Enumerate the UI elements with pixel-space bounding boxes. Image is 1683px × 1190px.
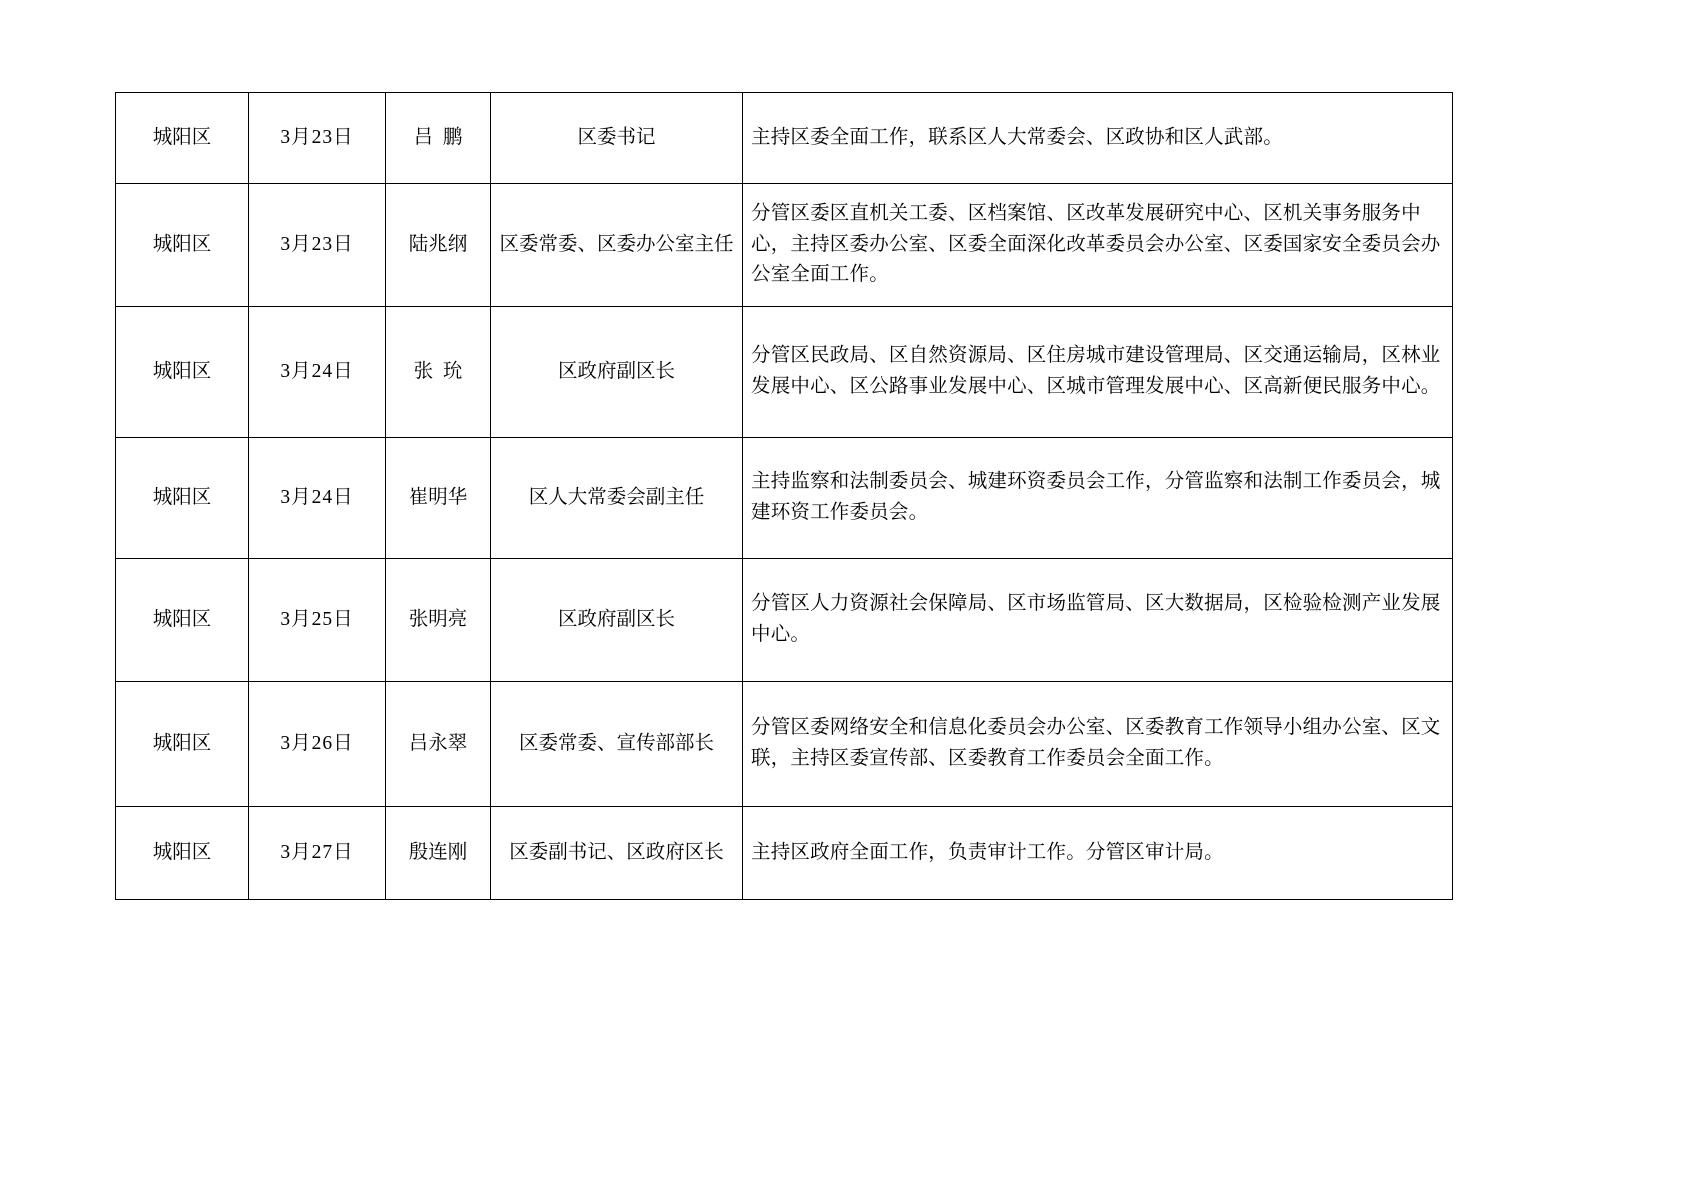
cell-area: 城阳区 xyxy=(116,307,249,438)
cell-area: 城阳区 xyxy=(116,559,249,682)
cell-date: 3月24日 xyxy=(249,438,386,559)
cell-area: 城阳区 xyxy=(116,438,249,559)
cell-area: 城阳区 xyxy=(116,807,249,900)
cell-name: 吕 鹏 xyxy=(386,93,491,184)
cell-area: 城阳区 xyxy=(116,184,249,307)
cell-name: 吕永翠 xyxy=(386,682,491,807)
cell-duty: 分管区委区直机关工委、区档案馆、区改革发展研究中心、区机关事务服务中心，主持区委办公室、区委全面深化改革委员会办公室、区委国家安全委员会办公室全面工作。 xyxy=(743,184,1453,307)
cell-title: 区政府副区长 xyxy=(491,307,743,438)
cell-date: 3月23日 xyxy=(249,184,386,307)
table-row xyxy=(116,307,1453,438)
cell-title: 区委书记 xyxy=(491,93,743,184)
table-row xyxy=(116,438,1453,559)
cell-area: 城阳区 xyxy=(116,682,249,807)
cell-date: 3月26日 xyxy=(249,682,386,807)
cell-name: 张 玧 xyxy=(386,307,491,438)
cell-title: 区人大常委会副主任 xyxy=(491,438,743,559)
cell-date: 3月23日 xyxy=(249,93,386,184)
cell-name: 殷连刚 xyxy=(386,807,491,900)
cell-area: 城阳区 xyxy=(116,93,249,184)
cell-duty: 主持区委全面工作，联系区人大常委会、区政协和区人武部。 xyxy=(743,93,1453,184)
cell-date: 3月25日 xyxy=(249,559,386,682)
cell-duty: 分管区人力资源社会保障局、区市场监管局、区大数据局，区检验检测产业发展中心。 xyxy=(743,559,1453,682)
duty-roster-table-wrapper xyxy=(115,92,1452,900)
cell-name: 张明亮 xyxy=(386,559,491,682)
cell-title: 区政府副区长 xyxy=(491,559,743,682)
table-row xyxy=(116,184,1453,307)
cell-duty: 分管区委网络安全和信息化委员会办公室、区委教育工作领导小组办公室、区文联，主持区委宣传部、区委教育工作委员会全面工作。 xyxy=(743,682,1453,807)
cell-title: 区委常委、宣传部部长 xyxy=(491,682,743,807)
cell-duty: 主持区政府全面工作，负责审计工作。分管区审计局。 xyxy=(743,807,1453,900)
cell-duty: 主持监察和法制委员会、城建环资委员会工作，分管监察和法制工作委员会，城建环资工作委员会。 xyxy=(743,438,1453,559)
duty-roster-table xyxy=(115,92,1453,900)
table-row xyxy=(116,682,1453,807)
cell-title: 区委常委、区委办公室主任 xyxy=(491,184,743,307)
table-row xyxy=(116,93,1453,184)
table-row xyxy=(116,559,1453,682)
cell-name: 崔明华 xyxy=(386,438,491,559)
cell-date: 3月27日 xyxy=(249,807,386,900)
cell-title: 区委副书记、区政府区长 xyxy=(491,807,743,900)
table-row xyxy=(116,807,1453,900)
cell-date: 3月24日 xyxy=(249,307,386,438)
cell-duty: 分管区民政局、区自然资源局、区住房城市建设管理局、区交通运输局，区林业发展中心、区公路事业发展中心、区城市管理发展中心、区高新便民服务中心。 xyxy=(743,307,1453,438)
cell-name: 陆兆纲 xyxy=(386,184,491,307)
